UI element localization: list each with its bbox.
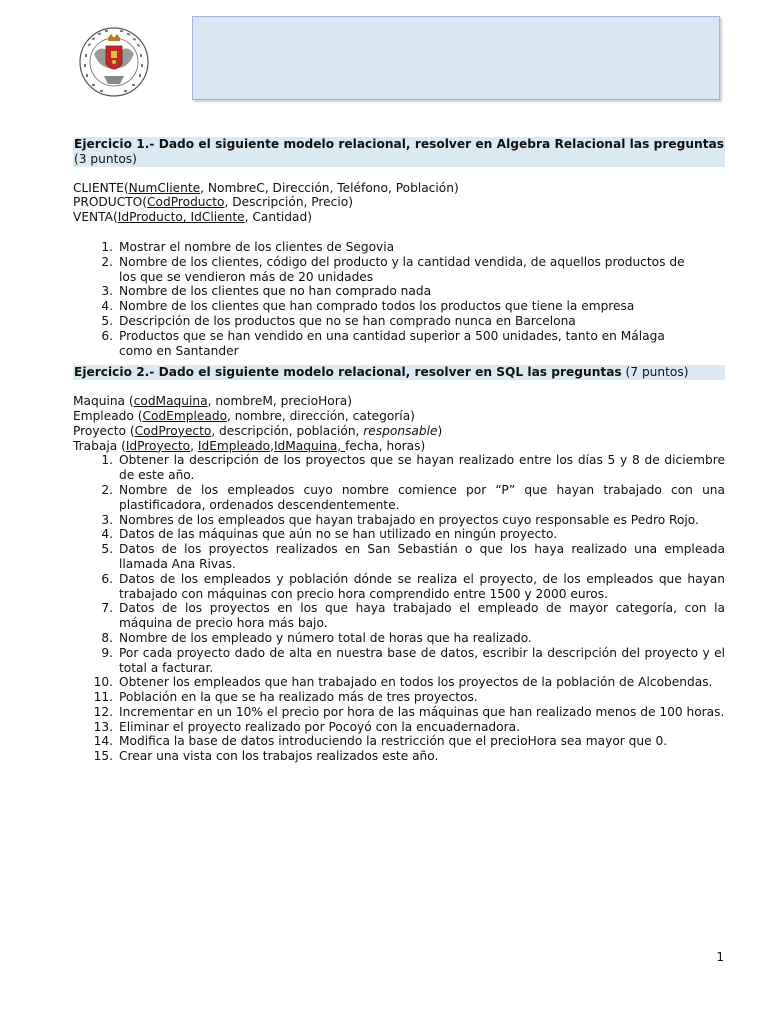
list-item: 9. Por cada proyecto dado de alta en nuestra base de datos, escribir la descripción del proyecto y el total a facturar. [101,645,725,675]
exercise-1-model [73,181,725,225]
list-item: 2. Nombre de los clientes, código del producto y la cantidad vendida, de aquellos productos de los que se vendieron más de 20 unidades [101,254,685,284]
list-item: 5. Datos de los proyectos realizados en San Sebastián o que los haya realizado una empleada llamada Ana Rivas. [101,542,725,571]
list-item: 1. Obtener la descripción de los proyectos que se hayan realizado entre los días 5 y 8 de diciembre de este año. [101,453,725,483]
list-item: 3. Nombre de los clientes que no han comprado nada [101,284,432,299]
exercise-2-heading [73,365,725,380]
exercise-2-questions [73,453,725,764]
header-box [192,16,720,100]
list-item: 4. Nombre de los clientes que han comprado todos los productos que tiene la empresa [101,299,635,314]
list-item: 2. Nombre de los empleados cuyo nombre comience por “P” que hayan trabajado con una plastificadora, ordenados descendentemente. [101,482,725,512]
list-item: 10. Obtener los empleados que han trabajado en todos los proyectos de la población de Alcobendas. [93,675,713,690]
relation-cliente: CLIENTE(NumCliente, NombreC, Dirección, Teléfono, Población) [73,180,459,195]
relation-trabaja: Trabaja (IdProyecto, IdEmpleado,IdMaquina, fecha, horas) [73,438,426,453]
list-item: 15. Crear una vista con los trabajos realizados este año. [93,749,439,764]
page-number: 1 [716,950,724,964]
university-seal-icon [78,24,150,100]
list-item: 13. Eliminar el proyecto realizado por Pocoyó con la encuadernadora. [93,719,520,734]
exercise-1-points: (3 puntos) [74,151,137,166]
exercise-2-model [73,394,725,453]
list-item: 6. Datos de los empleados y población dónde se realiza el proyecto, de los empleados que hayan trabajado con máquinas con precio hora comprendido entre 1500 y 2000 euros. [101,571,725,601]
list-item: 6. Productos que se han vendido en una cantidad superior a 500 unidades, tanto en Málaga como en Santander [101,328,665,358]
list-item: 12. Incrementar en un 10% el precio por hora de las máquinas que han realizado menos de 100 horas. [93,704,725,719]
relation-empleado: Empleado (CodEmpleado, nombre, dirección, categoría) [73,408,415,423]
exercise-1-questions [73,240,725,358]
relation-venta: VENTA(IdProducto, IdCliente, Cantidad) [73,210,312,225]
list-item: 3. Nombres de los empleados que hayan trabajado en proyectos cuyo responsable es Pedro Rojo. [101,512,699,527]
university-seal-logo [78,24,150,100]
exercise-2-points: (7 puntos) [621,365,689,380]
list-item: 14. Modifica la base de datos introduciendo la restricción que el precioHora sea mayor que 0. [93,734,668,749]
list-item: 11. Población en la que se ha realizado más de tres proyectos. [93,690,478,705]
relation-proyecto: Proyecto (CodProyecto, descripción, población, responsable) [73,423,443,438]
relation-maquina: Maquina (codMaquina, nombreM, precioHora) [73,394,352,409]
exam-content [73,137,725,764]
list-item: 4. Datos de las máquinas que aún no se han utilizado en ningún proyecto. [101,527,558,542]
exercise-2-title: Ejercicio 2.- Dado el siguiente modelo relacional, resolver en SQL las preguntas [74,365,622,380]
list-item: 7. Datos de los proyectos en los que haya trabajado el empleado de mayor categoría, con la máquina de precio hora más bajo. [101,601,725,631]
list-item: 1. Mostrar el nombre de los clientes de Segovia [101,239,395,254]
exercise-1-heading [73,137,725,167]
exercise-1-title: Ejercicio 1.- Dado el siguiente modelo relacional, resolver en Algebra Relacional las preguntas [74,137,724,151]
list-item: 5. Descripción de los productos que no se han comprado nunca en Barcelona [101,313,576,328]
list-item: 8. Nombre de los empleado y número total de horas que ha realizado. [101,630,532,645]
relation-producto: PRODUCTO(CodProducto, Descripción, Precio) [73,195,353,210]
